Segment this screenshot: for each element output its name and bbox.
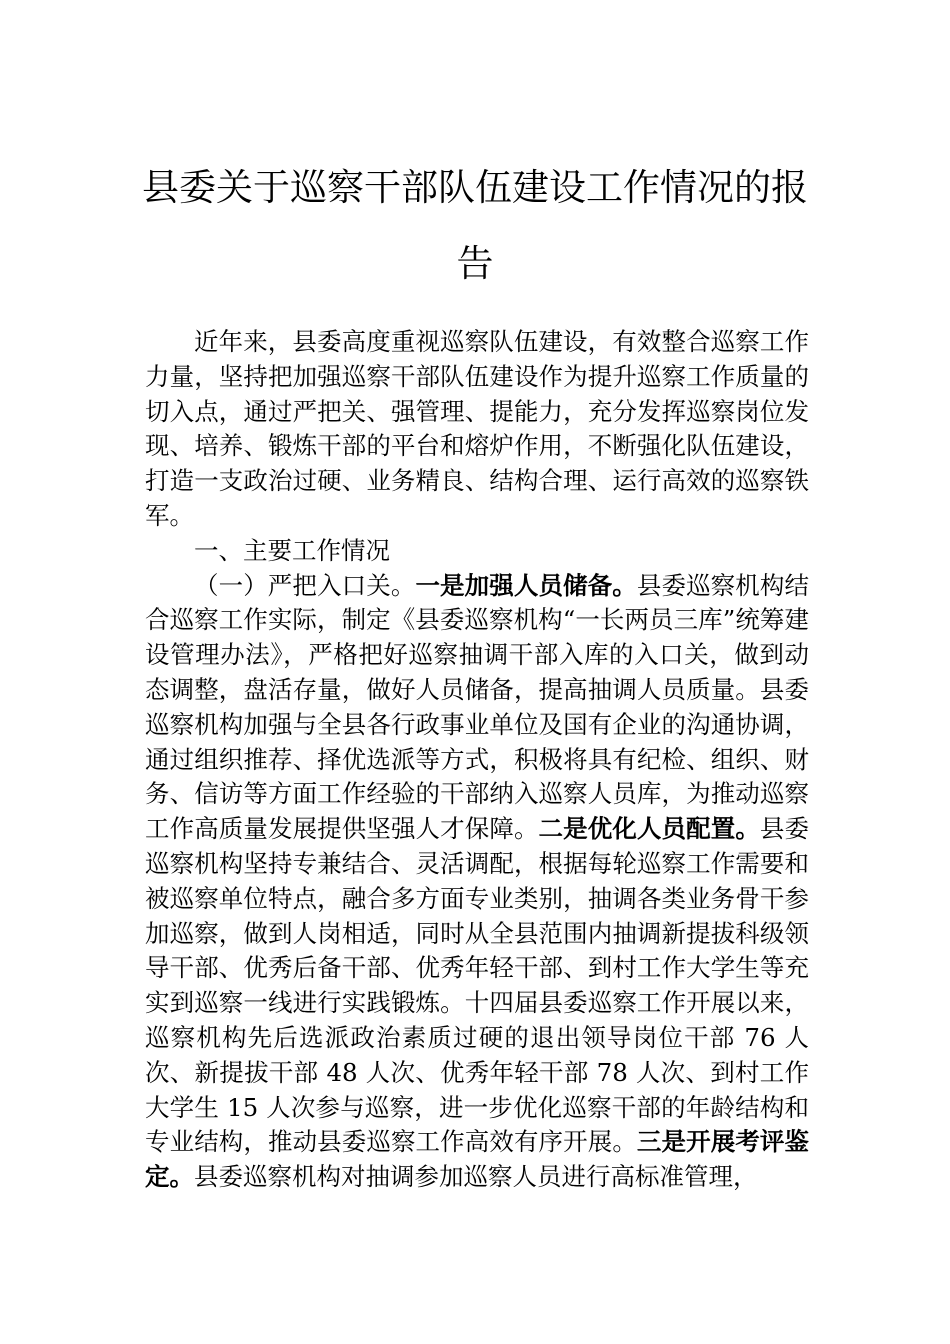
point-text-2: 县委巡察机构坚持专兼结合、灵活调配，根据每轮巡察工作需要和被巡察单位特点，融合多方面专业类别，抽调各类业务骨干参加巡察，做到人岗相适，同时从全县范围内抽调新提拔科级领导干部、优秀后备干部、优秀年轻干部、到村工作大学生等充实到巡察一线进行实践锻炼。十四届县委巡察工作开展以来，巡察机构先后选派政治素质过硬的退出领导岗位干部 76 人次、新提拔干部 48 人次、优秀年轻干部 78 人次、到村工作大学生 15 人次参与巡察，进一步优化巡察干部的年龄结构和专业结构，推动县委巡察工作高效有序开展。 — [145, 814, 810, 1157]
subsection-heading: （一）严把入口关。 — [194, 570, 416, 600]
point-text-1: 县委巡察机构结合巡察工作实际，制定《县委巡察机构“一长两员三库”统筹建设管理办法》，严格把好巡察抽调干部入库的入口关，做到动态调整，盘活存量，做好人员储备，提高抽调人员质量。县委巡察机构加强与全县各行政事业单位及国有企业的沟通协调，通过组织推荐、择优选派等方式，积极将具有纪检、组织、财务、信访等方面工作经验的干部纳入巡察人员库，为推动巡察工作高质量发展提供坚强人才保障。 — [145, 570, 809, 844]
section-heading — [145, 534, 809, 569]
intro-text: 近年来，县委高度重视巡察队伍建设，有效整合巡察工作力量，坚持把加强巡察干部队伍建设作为提升巡察工作质量的切入点，通过严把关、强管理、提能力，充分发挥巡察岗位发现、培养、锻炼干部的平台和熔炉作用，不断强化队伍建设，打造一支政治过硬、业务精良、结构合理、运行高效的巡察铁军。 — [145, 327, 809, 530]
document-title: 县委关于巡察干部队伍建设工作情况的报告 — [142, 166, 808, 285]
point-text-3: 县委巡察机构对抽调参加巡察人员进行高标准管理， — [194, 1162, 758, 1192]
point-heading-3: 三是开展考评鉴定。 — [145, 1127, 809, 1192]
paragraph-intro — [145, 325, 809, 534]
paragraph-section-1 — [145, 569, 809, 1195]
point-heading-1: 一是加强人员储备。 — [415, 570, 637, 600]
point-heading-2: 二是优化人员配置。 — [538, 814, 760, 844]
section-heading-text: 一、主要工作情况 — [194, 535, 390, 565]
document-body — [145, 325, 809, 1195]
